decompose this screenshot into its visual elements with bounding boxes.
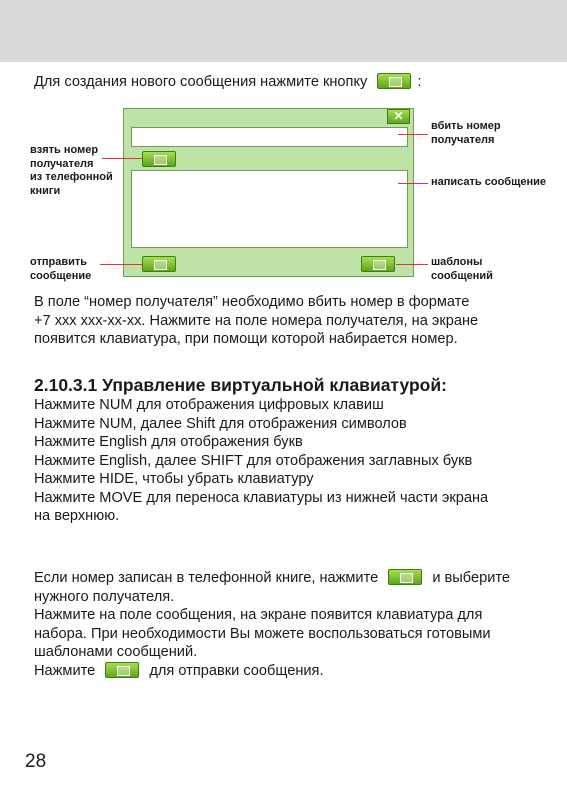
callout-write-message: написать сообщение [431, 176, 547, 188]
templates-icon[interactable] [361, 256, 395, 272]
message-text-field[interactable] [131, 170, 408, 248]
leader-enter-number [398, 134, 428, 135]
new-message-icon [377, 73, 411, 89]
callout-templates: шаблоны сообщений [431, 256, 493, 282]
callout-send: отправить сообщение [30, 256, 92, 282]
send-icon[interactable] [142, 256, 176, 272]
phonebook-icon-inline [388, 569, 422, 585]
keyboard-instructions: Нажмите NUM для отображения цифровых клавиш Нажмите NUM, далее Shift для отображения символов Нажмите English для отображения букв Нажмите English, далее SHIFT для отображения заглавных букв Нажмите HIDE, чтобы убрать клавиатуру Нажмите MOVE для переноса клавиатуры из нижней части экрана на верхнюю. [34, 397, 489, 524]
leader-templates [396, 264, 428, 265]
leader-take-number [102, 158, 142, 159]
page-number: 28 [25, 751, 47, 772]
close-icon[interactable]: ✕ [387, 109, 410, 124]
intro-line: Для создания нового сообщения нажмите кнопку : [34, 74, 422, 90]
paragraph-phonebook-send: Если номер записан в телефонной книге, нажмите и выберите нужного получателя. Нажмите на поле сообщения, на экране появится клавиатура для набора. При необходимости Вы можете воспользоваться готовыми шаблонами сообщений. Нажмите для отправки сообщения. [34, 570, 511, 679]
leader-send [100, 264, 142, 265]
phonebook-icon[interactable] [142, 151, 176, 167]
recipient-number-field[interactable] [131, 127, 408, 147]
paragraph-number-format: В поле “номер получателя” необходимо вбить номер в формате +7 ххх ххх-хх-хх. Нажмите на поле номера получателя, на экране появится клавиатура, при помощи которой набирается номер. [34, 294, 479, 347]
send-icon-inline [105, 662, 139, 678]
leader-write-message [398, 183, 428, 184]
section-heading: 2.10.3.1 Управление виртуальной клавиатурой: [34, 375, 447, 395]
callout-take-number: взять номер получателя из телефонной книги [30, 144, 113, 197]
callout-enter-number: вбить номер получателя [431, 120, 501, 146]
header-band [0, 0, 567, 62]
